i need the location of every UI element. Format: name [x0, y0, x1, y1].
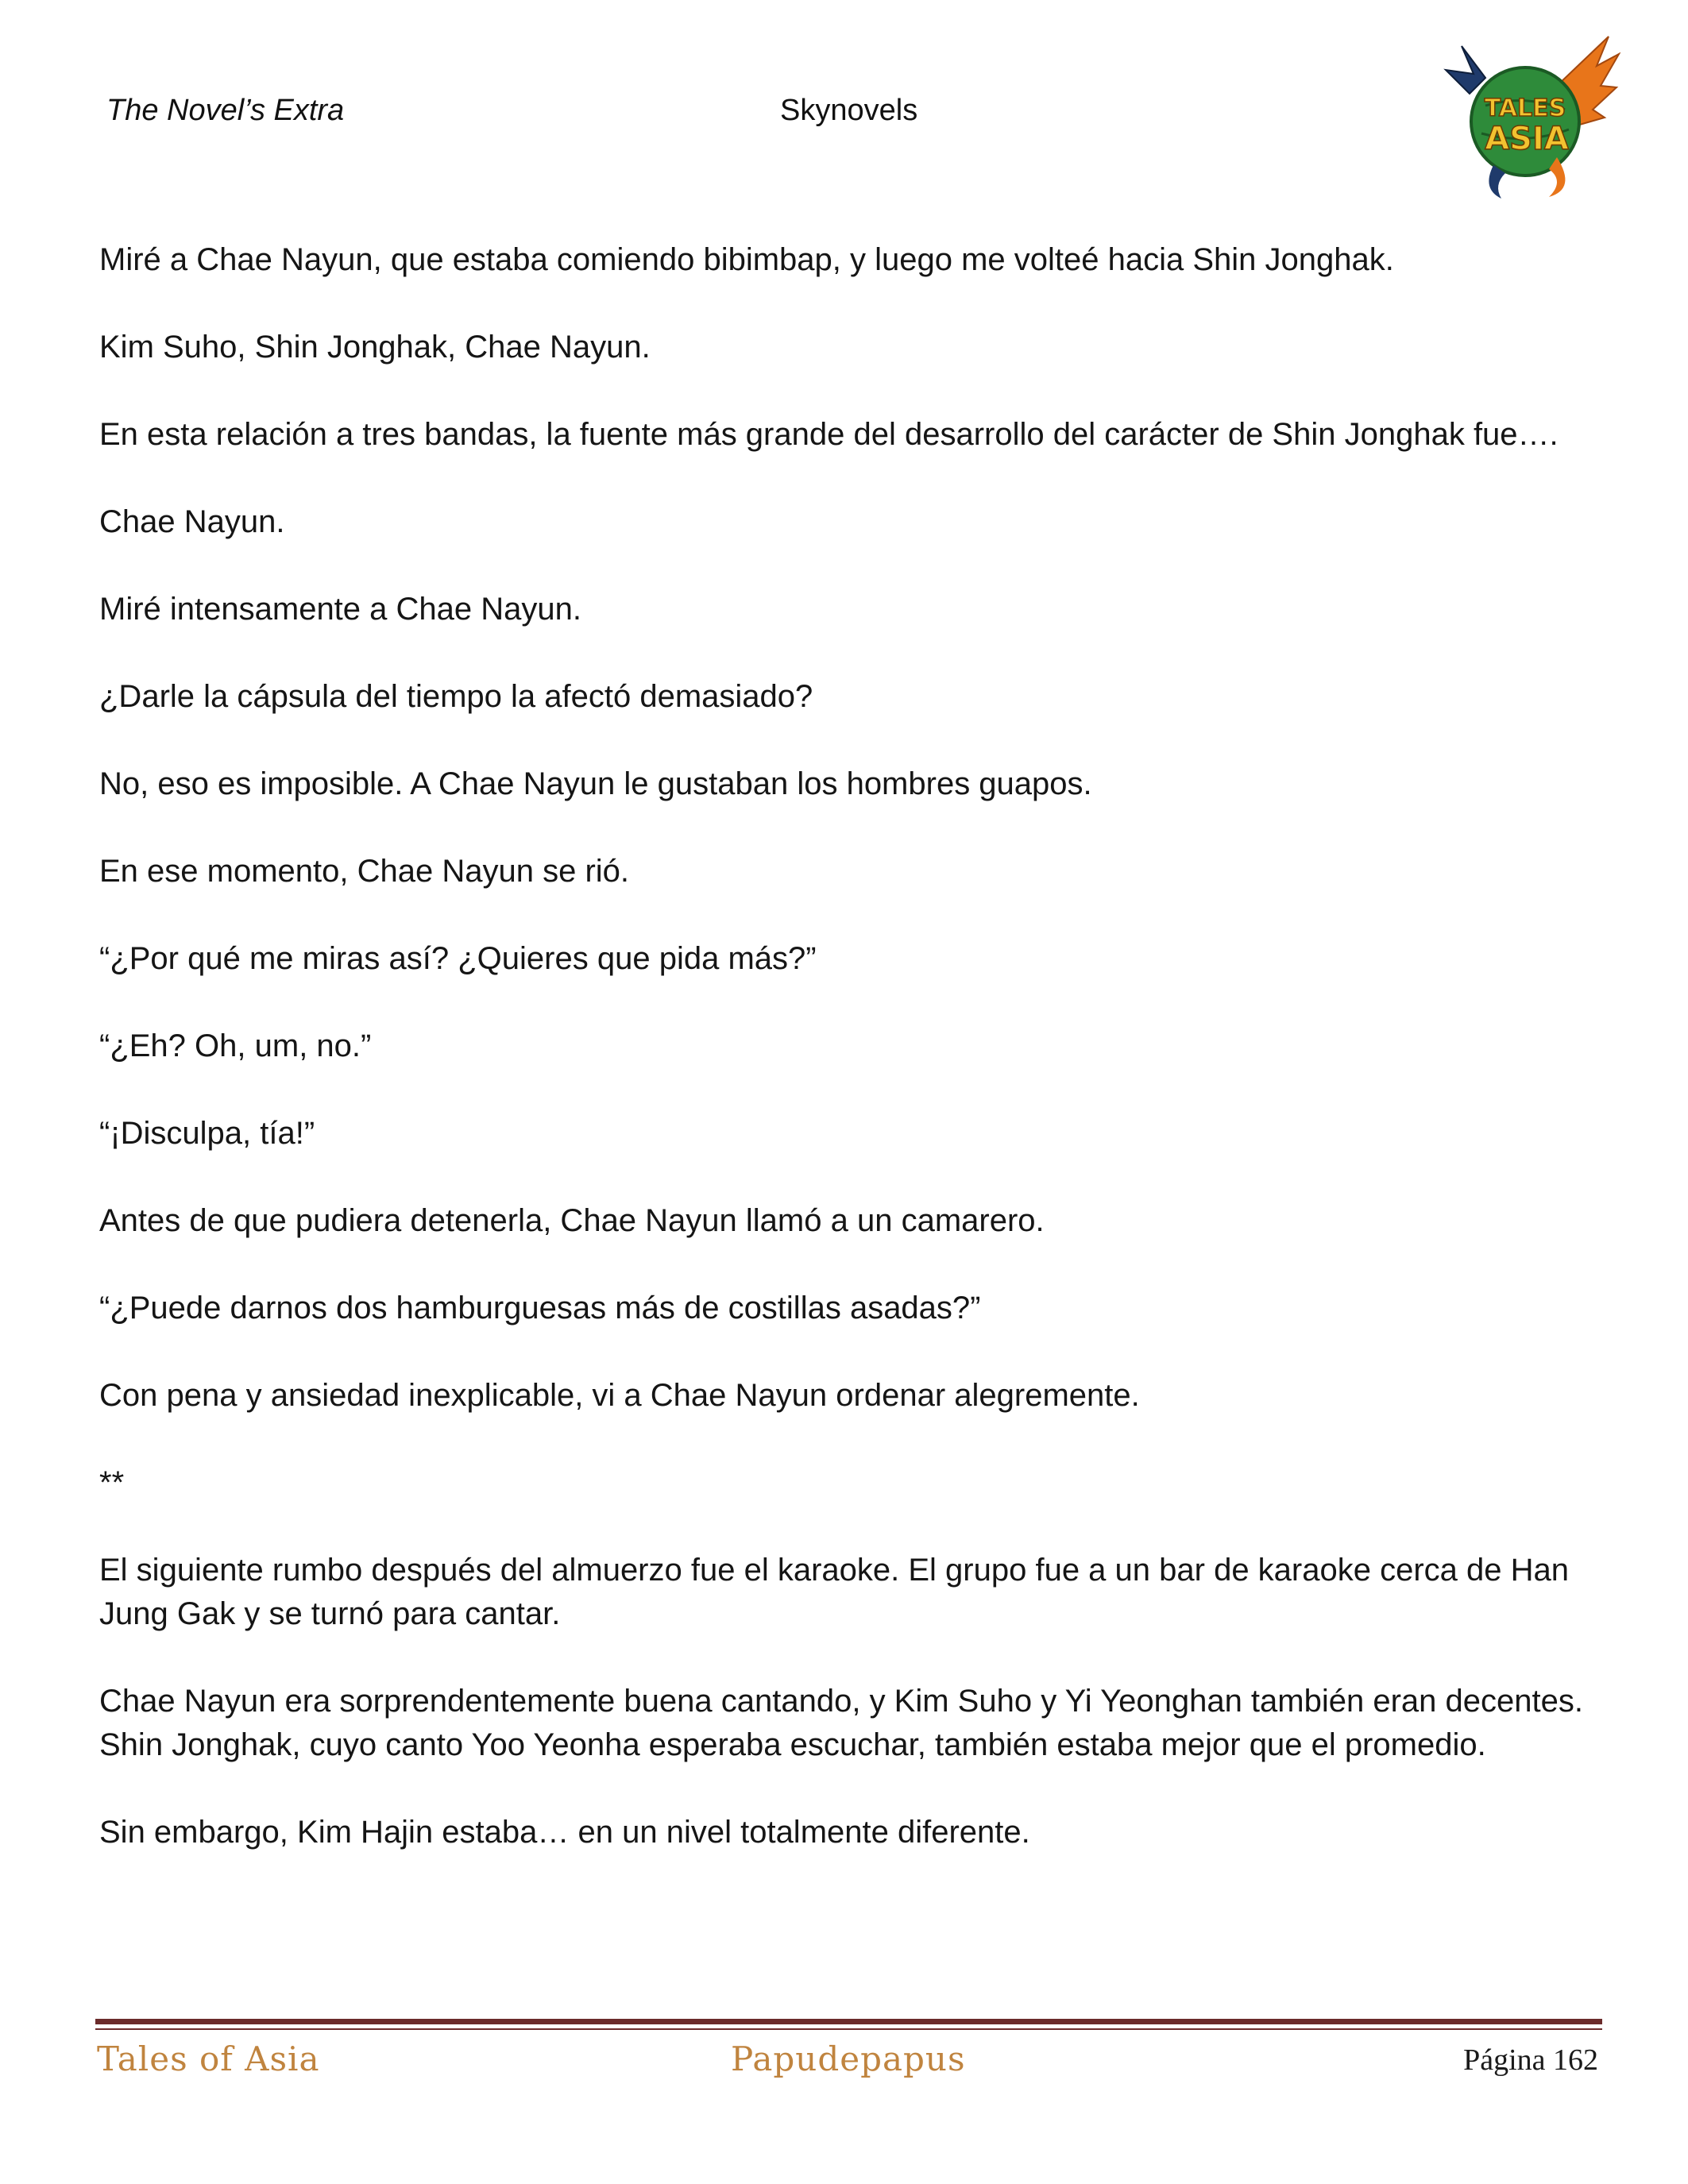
logo-text-asia: ASIA [1485, 121, 1569, 157]
footer-rule-thick [95, 2019, 1602, 2024]
paragraph: Kim Suho, Shin Jonghak, Chae Nayun. [99, 330, 651, 365]
paragraph: “¿Eh? Oh, um, no.” [99, 1028, 372, 1063]
paragraph: Chae Nayun era sorprendentemente buena cantando, y Kim Suho y Yi Yeonghan también eran decentes. Shin Jonghak, cuyo canto Yoo Yeonha esperaba escuchar, también estaba mejor que el promedio. [99, 1684, 1583, 1762]
tales-of-asia-logo [1438, 30, 1620, 201]
footer-rule-thin [95, 2028, 1602, 2030]
paragraph: En esta relación a tres bandas, la fuente más grande del desarrollo del carácter de Shin Jonghak fue…. [99, 417, 1559, 452]
paragraph: No, eso es imposible. A Chae Nayun le gustaban los hombres guapos. [99, 766, 1092, 801]
paragraph: ¿Darle la cápsula del tiempo la afectó demasiado? [99, 679, 813, 714]
paragraph: En ese momento, Chae Nayun se rió. [99, 854, 630, 889]
paragraph: El siguiente rumbo después del almuerzo fue el karaoke. El grupo fue a un bar de karaoke cerca de Han Jung Gak y se turnó para cantar. [99, 1553, 1569, 1631]
paragraph: “¡Disculpa, tía!” [99, 1116, 315, 1151]
page-number: Página 162 [1463, 2043, 1598, 2077]
paragraph: Antes de que pudiera detenerla, Chae Nayun llamó a un camarero. [99, 1203, 1045, 1238]
scene-break: ** [99, 1465, 125, 1500]
paragraph: Sin embargo, Kim Hajin estaba… en un nivel totalmente diferente. [99, 1815, 1030, 1850]
paragraph: Miré a Chae Nayun, que estaba comiendo bibimbap, y luego me volteé hacia Shin Jonghak. [99, 242, 1394, 277]
body-text [99, 238, 1585, 1898]
header-site: Skynovels [780, 94, 918, 127]
paragraph: “¿Por qué me miras así? ¿Quieres que pida más?” [99, 941, 817, 976]
paragraph: Chae Nayun. [99, 504, 285, 539]
footer-translator: Papudepapus [731, 2039, 966, 2078]
paragraph: “¿Puede darnos dos hamburguesas más de costillas asadas?” [99, 1291, 981, 1325]
header-title: The Novel’s Extra [106, 94, 345, 127]
logo-text-tales: TALES [1484, 95, 1566, 122]
paragraph: Con pena y ansiedad inexplicable, vi a Chae Nayun ordenar alegremente. [99, 1378, 1140, 1413]
paragraph: Miré intensamente a Chae Nayun. [99, 592, 581, 627]
footer-site-name: Tales of Asia [97, 2039, 320, 2078]
